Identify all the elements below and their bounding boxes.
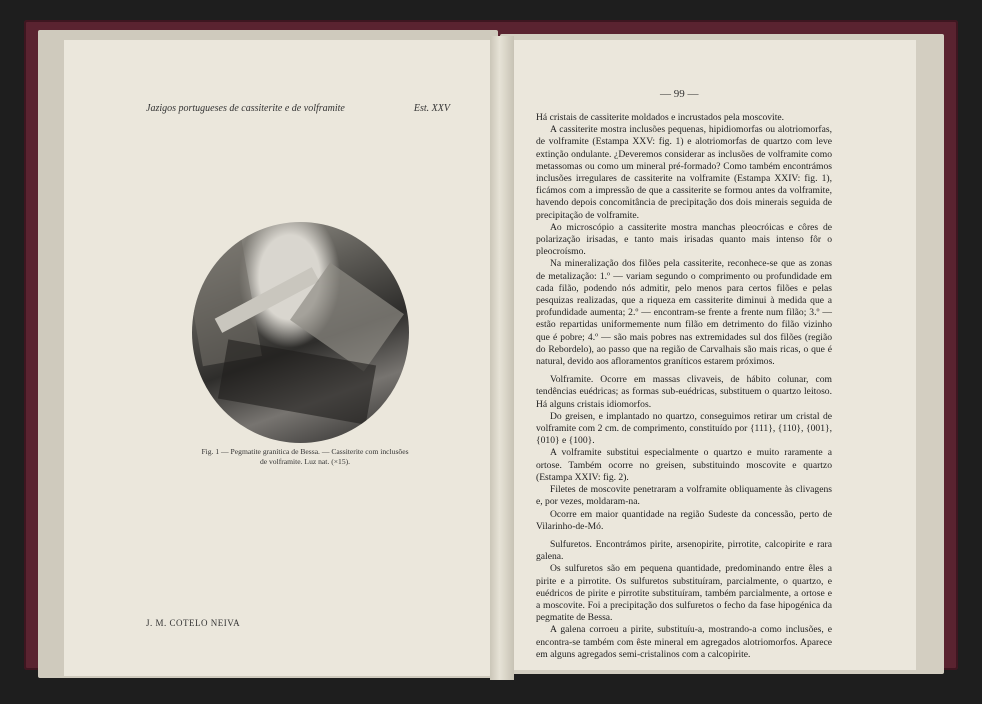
paragraph: Na mineralização dos filões pela cassiterite, reconhece-se que as zonas de metalização: 1.º — variam segundo o comprimento ou profundidade em cada filão, podendo nós admitir, pelo menos para certos filões e pelas pesquizas realizadas, que a riqueza em cassiterite diminui à medida que a profundidade aumenta; 2.º — encontram-se frente a frente num filão; 3.º — estão repartidas uniformemente num filão em detrimento do filão vizinho que é pobre; 4.º — são mais pobres nas extremidades sul dos filões (região do Rebordelo), ao passo que na região de Carvalhais são mais ricas, o que é natural, devido aos afloramentos graníticos estarem próximos. (536, 258, 832, 368)
page-number: — 99 — (660, 88, 699, 100)
paragraph: Sulfuretos. Encontrámos pirite, arsenopirite, pirrotite, calcopirite e rara galena. (536, 538, 832, 563)
paragraph: Ao microscópio a cassiterite mostra manchas pleocróicas e côres de polarização irisadas, e tanto mais irisadas quanto mais intenso fôr o pleocroísmo. (536, 221, 832, 258)
paragraph: A galena corroeu a pirite, substituíu-a, mostrando-a como inclusões, e encontra-se também com êste mineral em agregados alotriomorfos. Aparece em alguns agregados semi-cristalinos com a calcopirite. (536, 624, 832, 660)
caption-line-1: Fig. 1 — Pegmatite granítica de Bessa. — Cassiterite com inclusões (201, 447, 409, 456)
paragraph: Filetes de moscovite penetraram a volframite obliquamente às clivagens e, por vezes, moldaram-na. (536, 484, 832, 508)
running-head (146, 103, 450, 114)
paragraph: Volframite. Ocorre em massas clivaveis, de hábito colunar, com tendências euédricas; as formas sub-euédricas, substituem o quartzo leitoso. Há alguns cristais idiomorfos. (536, 374, 832, 410)
paragraph: A cassiterite mostra inclusões pequenas, hipidiomorfas ou alotriomorfas, de volframite (Estampa XXV: fig. 1) e alotriomorfas de quartzo com leve extinção ondulante. ¿Deveremos considerar as inclusões de volframite como metassomas ou como um mineral pré-formado? Como também encontrámos inclusões irregulares de cassiterite na volframite (Estampa XXIV: fig. 1), ficámos com a impressão de que a cassiterite se formou antes da volframite, havendo depois concomitância de precipitação dos dois minerais seguida de precipitação de volframite. (536, 124, 832, 221)
running-head-plate: Est. XXV (413, 103, 450, 114)
micrograph-photo (192, 222, 409, 443)
book-gutter (490, 36, 514, 680)
running-head-title: Jazigos portugueses de cassiterite e de volframite (146, 103, 345, 114)
author-name: J. M. COTELO NEIVA (146, 618, 241, 628)
caption-line-2: de volframite. Luz nat. (×15). (259, 457, 351, 466)
paragraph: Há cristais de cassiterite moldados e incrustados pela moscovite. (536, 112, 785, 123)
figure-caption (180, 447, 430, 467)
paragraph: A volframite substitui especialmente o quartzo e muito raramente a ortose. Também ocorre no greisen, substituindo moscovite e quartzo (Estampa XXIV: fig. 2). (536, 447, 832, 483)
body-text (536, 112, 832, 661)
paragraph: Do greisen, e implantado no quartzo, conseguimos retirar um cristal de volframite com 2 cm. de comprimento, constituído por {111}, {110}, {001}, {010} e {100}. (536, 410, 832, 447)
paragraph: Ocorre em maior quantidade na região Sudeste da concessão, perto de Vilarinho-de-Mó. (536, 508, 832, 532)
paragraph: Os sulfuretos são em pequena quantidade, predominando entre êles a pirite e a pirrotite. Os sulfuretos substituíram, parcialmente, o quartzo, e euédricos de pirite e pirrotite substituíram, também parcialmente, a ortose e a moscovite. Foi a precipitação dos sulfuretos o fecho da fase hipogénica da pegmatite de Bessa. (536, 563, 832, 624)
